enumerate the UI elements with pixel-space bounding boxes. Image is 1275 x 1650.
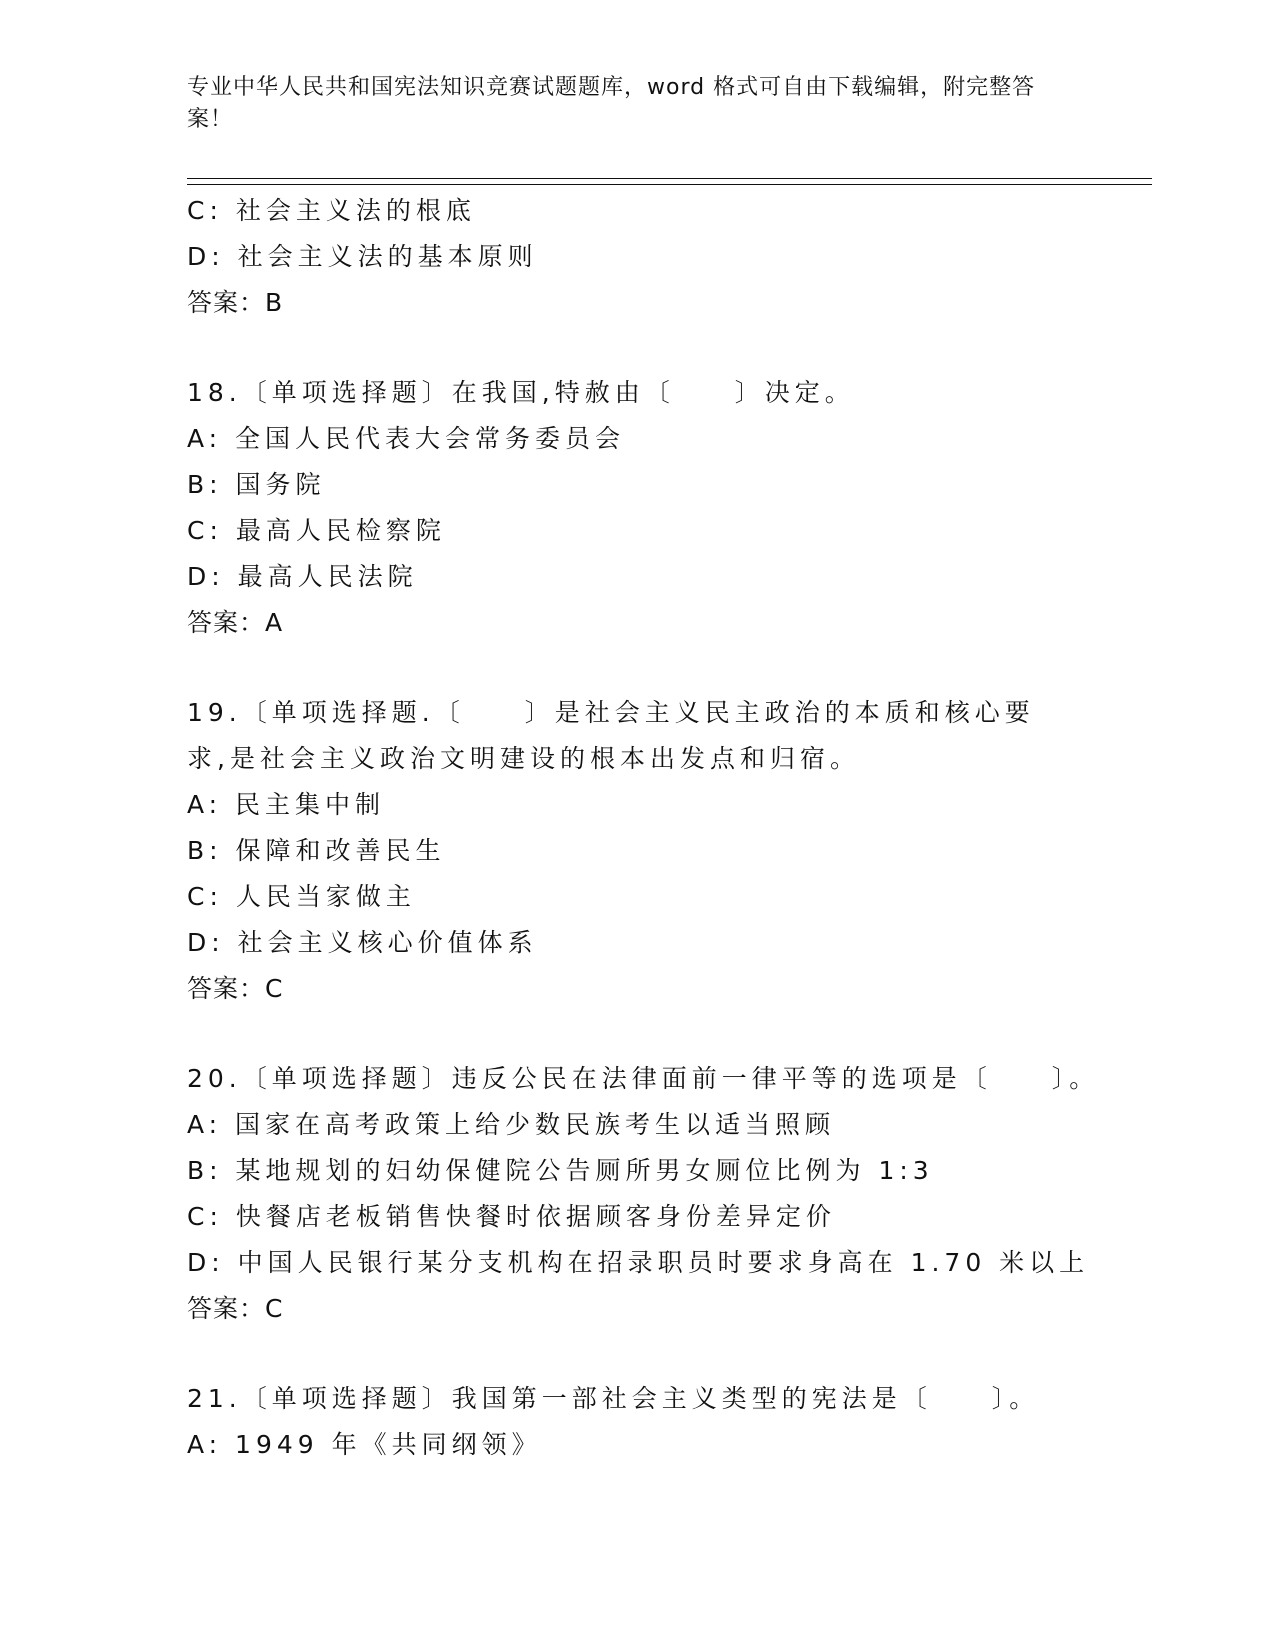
page-header: 专业中华人民共和国宪法知识竞赛试题题库，word 格式可自由下载编辑，附完整答案！ (187, 75, 1036, 132)
question-stem: 20.〔单项选择题〕违反公民在法律面前一律平等的选项是〔 〕。 (187, 1064, 1100, 1093)
option-b: B: 某地规划的妇幼保健院公告厕所男女厕位比例为 1:3 (187, 1156, 934, 1185)
answer: 答案：A (187, 608, 284, 637)
option-c: C: 最高人民检察院 (187, 516, 446, 545)
spacer (187, 1332, 1107, 1376)
question-stem: 19.〔单项选择题.〔 〕是社会主义民主政治的本质和核心要求,是社会主义政治文明建设的根本出发点和归宿。 (187, 698, 1035, 773)
question-21 (187, 1376, 1107, 1468)
option-c: C: 社会主义法的根底 (187, 196, 476, 225)
question-stem: 21.〔单项选择题〕我国第一部社会主义类型的宪法是〔 〕。 (187, 1384, 1040, 1413)
header-rule-bottom (187, 184, 1152, 185)
question-stem: 18.〔单项选择题〕在我国,特赦由〔 〕决定。 (187, 378, 855, 407)
option-d: D: 最高人民法院 (187, 562, 418, 591)
spacer (187, 326, 1107, 370)
option-d: D: 社会主义核心价值体系 (187, 928, 538, 957)
question-17-tail (187, 188, 1107, 326)
option-a: A: 1949 年《共同纲领》 (187, 1430, 542, 1459)
question-19 (187, 690, 1107, 1012)
option-d: D: 中国人民银行某分支机构在招录职员时要求身高在 1.70 米以上 (187, 1248, 1090, 1277)
option-c: C: 人民当家做主 (187, 882, 416, 911)
option-b: B: 保障和改善民生 (187, 836, 446, 865)
option-b: B: 国务院 (187, 470, 326, 499)
answer: 答案：B (187, 288, 284, 317)
question-20 (187, 1056, 1107, 1332)
spacer (187, 646, 1107, 690)
option-c: C: 快餐店老板销售快餐时依据顾客身份差异定价 (187, 1202, 836, 1231)
answer: 答案：C (187, 974, 284, 1003)
question-18 (187, 370, 1107, 646)
header-rule-top (187, 178, 1152, 179)
option-a: A: 民主集中制 (187, 790, 386, 819)
option-a: A: 国家在高考政策上给少数民族考生以适当照顾 (187, 1110, 836, 1139)
option-d: D: 社会主义法的基本原则 (187, 242, 538, 271)
question-list (187, 188, 1107, 1468)
answer: 答案：C (187, 1294, 284, 1323)
option-a: A: 全国人民代表大会常务委员会 (187, 424, 626, 453)
spacer (187, 1012, 1107, 1056)
